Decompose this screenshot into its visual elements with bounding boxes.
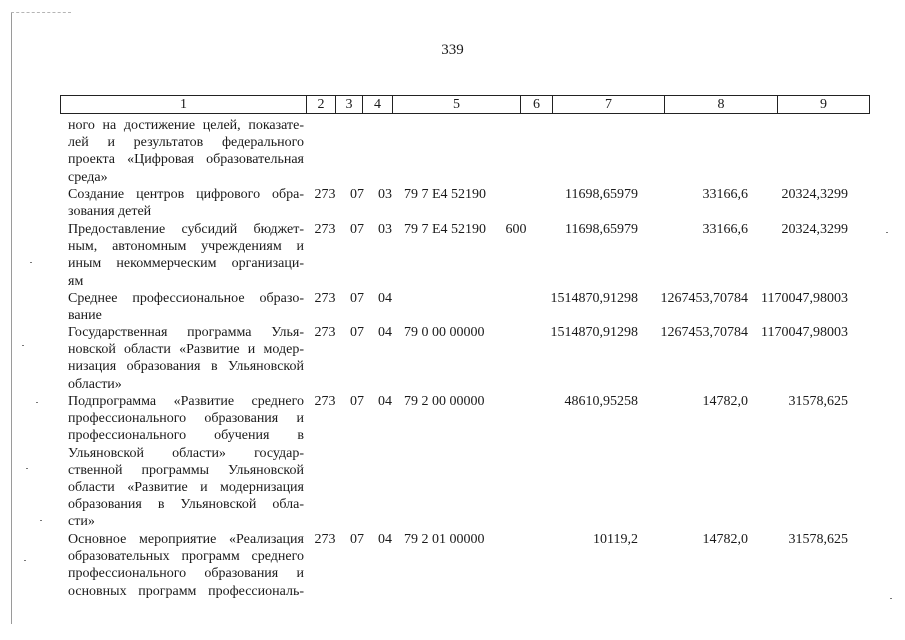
- cell-section: 07: [350, 532, 364, 547]
- row-name-line: образования в Ульяновской обла-: [68, 497, 304, 513]
- cell-amount-9: 20324,3299: [781, 187, 848, 202]
- page-number: 339: [441, 42, 464, 58]
- row-name-line: профессионального образования и: [68, 411, 304, 427]
- row-name: [68, 117, 304, 186]
- cell-section: 07: [350, 187, 364, 202]
- scan-speck: [890, 598, 892, 599]
- scan-speck: [886, 232, 888, 233]
- cell-amount-8: 33166,6: [702, 187, 748, 202]
- row-name-line: среда»: [68, 169, 108, 185]
- cell-admin-code: 273: [314, 394, 336, 409]
- row-name-line: Основное мероприятие «Реализация: [68, 532, 304, 547]
- row-name-line: образовательных программ среднего: [68, 549, 304, 565]
- cell-subsection: 04: [378, 394, 392, 409]
- row-name-line: новской области «Развитие и модер-: [68, 342, 304, 358]
- column-header-1: 1: [61, 96, 307, 113]
- scan-speck: [26, 468, 28, 469]
- row-name-line: ям: [68, 273, 84, 289]
- row-name: [68, 393, 304, 531]
- cell-subsection: 04: [378, 291, 392, 306]
- column-header-7: 7: [553, 96, 665, 113]
- cell-amount-8: 33166,6: [702, 222, 748, 237]
- cell-admin-code: 273: [314, 291, 336, 306]
- cell-amount-7: 1514870,91298: [550, 291, 638, 306]
- cell-amount-9: 31578,625: [788, 394, 848, 409]
- row-name-line: сти»: [68, 514, 95, 530]
- row-name-line: лей и результатов федерального: [68, 135, 304, 151]
- cell-amount-7: 10119,2: [593, 532, 638, 547]
- cell-subsection: 03: [378, 222, 392, 237]
- page-edge-top: [11, 12, 71, 14]
- row-name-line: Подпрограмма «Развитие среднего: [68, 394, 304, 409]
- cell-target-article: 79 2 01 00000: [404, 532, 485, 547]
- table-header: [60, 95, 870, 114]
- cell-amount-7: 11698,65979: [565, 187, 638, 202]
- cell-admin-code: 273: [314, 325, 336, 340]
- scan-speck: [36, 402, 38, 403]
- page-edge-left: [11, 12, 12, 624]
- row-name-line: Создание центров цифрового обра-: [68, 187, 304, 202]
- cell-section: 07: [350, 222, 364, 237]
- row-name-line: профессионального образования и: [68, 566, 304, 582]
- column-header-4: 4: [363, 96, 393, 113]
- row-name-line: Среднее профессиональное образо-: [68, 291, 304, 306]
- row-name-line: Государственная программа Улья-: [68, 325, 304, 340]
- column-header-5: 5: [393, 96, 521, 113]
- row-name-line: иным некоммерческим организаци-: [68, 256, 304, 272]
- cell-target-article: 79 7 Е4 52190: [404, 187, 487, 202]
- cell-amount-8: 1267453,70784: [660, 325, 748, 340]
- row-name: [68, 324, 304, 393]
- row-name-line: области»: [68, 376, 122, 392]
- cell-expense-type: 600: [505, 222, 527, 237]
- row-name-line: основных программ профессиональ-: [68, 583, 304, 599]
- row-name-line: Предоставление субсидий бюджет-: [68, 222, 304, 237]
- row-name-line: профессионального обучения в: [68, 428, 304, 444]
- cell-amount-9: 1170047,98003: [761, 325, 848, 340]
- row-name-line: Ульяновской области» государ-: [68, 445, 304, 461]
- cell-amount-9: 20324,3299: [781, 222, 848, 237]
- scan-speck: [30, 262, 32, 263]
- cell-admin-code: 273: [314, 532, 336, 547]
- cell-admin-code: 273: [314, 187, 336, 202]
- row-name-line: вание: [68, 308, 102, 324]
- cell-amount-8: 1267453,70784: [660, 291, 748, 306]
- cell-admin-code: 273: [314, 222, 336, 237]
- row-name-line: проекта «Цифровая образовательная: [68, 152, 304, 168]
- row-name: [68, 531, 304, 600]
- cell-amount-8: 14782,0: [702, 532, 748, 547]
- column-header-2: 2: [307, 96, 336, 113]
- cell-target-article: 79 7 Е4 52190: [404, 222, 487, 237]
- scan-speck: [24, 560, 26, 561]
- column-header-9: 9: [820, 97, 827, 112]
- cell-section: 07: [350, 291, 364, 306]
- column-header-3: 3: [336, 96, 363, 113]
- row-name-line: зования детей: [68, 204, 152, 220]
- cell-subsection: 03: [378, 187, 392, 202]
- column-header-6: 6: [521, 96, 553, 113]
- cell-target-article: 79 0 00 00000: [404, 325, 485, 340]
- row-name-line: ственной программы Ульяновской: [68, 462, 304, 478]
- cell-section: 07: [350, 325, 364, 340]
- row-name-line: ным, автономным учреждениям и: [68, 239, 304, 255]
- row-name: [68, 221, 304, 290]
- cell-amount-9: 1170047,98003: [761, 291, 848, 306]
- cell-section: 07: [350, 394, 364, 409]
- cell-amount-9: 31578,625: [788, 532, 848, 547]
- scan-speck: [22, 345, 24, 346]
- cell-target-article: 79 2 00 00000: [404, 394, 485, 409]
- row-name-line: низация образования в Ульяновской: [68, 359, 304, 375]
- column-header-8: 8: [665, 96, 778, 113]
- row-name-line: ного на достижение целей, показате-: [68, 118, 304, 133]
- cell-amount-7: 11698,65979: [565, 222, 638, 237]
- cell-amount-8: 14782,0: [702, 394, 748, 409]
- row-name: [68, 290, 304, 324]
- cell-subsection: 04: [378, 325, 392, 340]
- row-name-line: области «Развитие и модернизация: [68, 480, 304, 496]
- row-name: [68, 186, 304, 220]
- cell-subsection: 04: [378, 532, 392, 547]
- scan-speck: [40, 520, 42, 521]
- cell-amount-7: 48610,95258: [564, 394, 638, 409]
- cell-amount-7: 1514870,91298: [550, 325, 638, 340]
